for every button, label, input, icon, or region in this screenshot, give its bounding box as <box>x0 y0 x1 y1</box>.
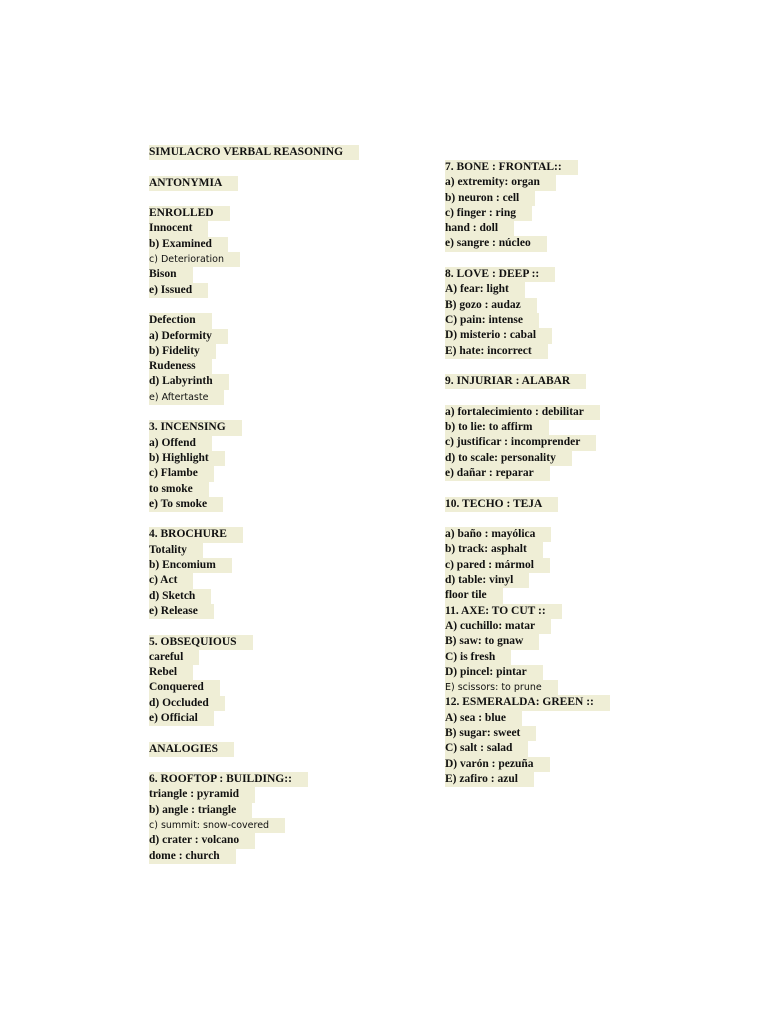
line-text: d) crater : volcano <box>149 833 255 848</box>
line-text: b) track: asphalt <box>445 542 543 557</box>
text-line <box>149 221 409 236</box>
line-text: e) dañar : reparar <box>445 466 550 481</box>
line-text: D) varón : pezuña <box>445 757 550 772</box>
text-line <box>149 604 409 619</box>
line-text: A) sea : blue <box>445 711 522 726</box>
line-text: c) justificar : incomprender <box>445 435 596 450</box>
text-line <box>149 711 409 726</box>
line-text: c) summit: snow-covered <box>149 818 285 833</box>
blank-line <box>445 252 705 267</box>
text-line <box>149 176 409 191</box>
text-line <box>149 818 409 833</box>
text-line <box>149 742 409 757</box>
line-text: E) zafiro : azul <box>445 772 534 787</box>
text-line <box>445 374 705 389</box>
text-line <box>149 527 409 542</box>
text-line <box>445 466 705 481</box>
line-text: c) pared : mármol <box>445 558 550 573</box>
line-text: 11. AXE: TO CUT :: <box>445 604 562 619</box>
line-text: E) hate: incorrect <box>445 344 548 359</box>
line-text: Conquered <box>149 680 220 695</box>
line-text: 12. ESMERALDA: GREEN :: <box>445 695 610 710</box>
line-text: e) Aftertaste <box>149 390 224 405</box>
text-line <box>149 420 409 435</box>
text-line <box>149 665 409 680</box>
text-line <box>149 543 409 558</box>
text-line <box>149 650 409 665</box>
line-text: c) Flambe <box>149 466 214 481</box>
text-line <box>445 221 705 236</box>
text-line <box>149 344 409 359</box>
line-text: to smoke <box>149 482 209 497</box>
text-line <box>445 604 705 619</box>
text-line <box>445 435 705 450</box>
text-line <box>445 588 705 603</box>
blank-line <box>149 619 409 634</box>
line-text: a) baño : mayólica <box>445 527 551 542</box>
text-line <box>445 160 705 175</box>
blank-line <box>149 512 409 527</box>
text-line <box>445 695 705 710</box>
text-line <box>445 680 705 695</box>
line-text: Bison <box>149 267 193 282</box>
line-text: C) is fresh <box>445 650 511 665</box>
text-line <box>445 757 705 772</box>
line-text: 10. TECHO : TEJA <box>445 497 558 512</box>
blank-line <box>445 481 705 496</box>
line-text: 6. ROOFTOP : BUILDING:: <box>149 772 308 787</box>
text-line <box>445 542 705 557</box>
blank-line <box>445 359 705 374</box>
line-text: SIMULACRO VERBAL REASONING <box>149 145 359 160</box>
text-line <box>149 313 409 328</box>
text-line <box>149 390 409 405</box>
line-text: C) pain: intense <box>445 313 539 328</box>
text-line <box>149 787 409 802</box>
text-line <box>445 298 705 313</box>
line-text: 4. BROCHURE <box>149 527 243 542</box>
line-text: c) finger : ring <box>445 206 532 221</box>
text-line <box>445 665 705 680</box>
text-line <box>149 833 409 848</box>
text-line <box>149 680 409 695</box>
text-line <box>149 206 409 221</box>
line-text: 7. BONE : FRONTAL:: <box>445 160 578 175</box>
text-line <box>445 711 705 726</box>
line-text: D) pincel: pintar <box>445 665 543 680</box>
text-line <box>445 650 705 665</box>
line-text: 3. INCENSING <box>149 420 242 435</box>
line-text: Innocent <box>149 221 208 236</box>
text-line <box>149 696 409 711</box>
line-text: floor tile <box>445 588 503 603</box>
line-text: d) Sketch <box>149 589 211 604</box>
line-text: e) To smoke <box>149 497 223 512</box>
blank-line <box>149 757 409 772</box>
line-text: ENROLLED <box>149 206 230 221</box>
text-line <box>149 558 409 573</box>
line-text: B) sugar: sweet <box>445 726 536 741</box>
text-line <box>149 451 409 466</box>
left-column <box>149 145 409 864</box>
line-text: a) Offend <box>149 436 212 451</box>
line-text: b) Examined <box>149 237 228 252</box>
line-text: A) fear: light <box>445 282 525 297</box>
text-line <box>445 497 705 512</box>
text-line <box>445 313 705 328</box>
text-line <box>445 206 705 221</box>
text-line <box>149 329 409 344</box>
line-text: e) Issued <box>149 283 208 298</box>
line-text: d) to scale: personality <box>445 451 572 466</box>
text-line <box>149 849 409 864</box>
line-text: ANTONYMIA <box>149 176 238 191</box>
line-text: b) Highlight <box>149 451 225 466</box>
blank-line <box>149 160 409 175</box>
text-line <box>149 803 409 818</box>
text-line <box>445 420 705 435</box>
text-line <box>149 374 409 389</box>
text-line <box>149 436 409 451</box>
line-text: hand : doll <box>445 221 514 236</box>
line-text: b) angle : triangle <box>149 803 252 818</box>
line-text: b) Fidelity <box>149 344 216 359</box>
blank-line <box>445 512 705 527</box>
text-line <box>445 726 705 741</box>
text-line <box>149 359 409 374</box>
text-line <box>149 573 409 588</box>
text-line <box>149 589 409 604</box>
line-text: c) Deterioration <box>149 252 240 267</box>
line-text: D) misterio : cabal <box>445 328 552 343</box>
text-line <box>445 634 705 649</box>
text-line <box>445 573 705 588</box>
text-line <box>445 451 705 466</box>
line-text: Rudeness <box>149 359 212 374</box>
text-line <box>149 237 409 252</box>
line-text: b) Encomium <box>149 558 232 573</box>
text-line <box>149 466 409 481</box>
text-line <box>445 328 705 343</box>
line-text: Defection <box>149 313 212 328</box>
line-text: careful <box>149 650 199 665</box>
text-line <box>149 252 409 267</box>
line-text: b) neuron : cell <box>445 191 535 206</box>
line-text: d) Occluded <box>149 696 225 711</box>
text-line <box>149 497 409 512</box>
line-text: e) Release <box>149 604 214 619</box>
text-line <box>445 191 705 206</box>
line-text: A) cuchillo: matar <box>445 619 551 634</box>
line-text: a) Deformity <box>149 329 228 344</box>
text-line <box>445 236 705 251</box>
line-text: a) extremity: organ <box>445 175 556 190</box>
line-text: ANALOGIES <box>149 742 234 757</box>
text-line <box>445 619 705 634</box>
blank-line <box>149 405 409 420</box>
text-line <box>445 772 705 787</box>
line-text: B) saw: to gnaw <box>445 634 539 649</box>
line-text: b) to lie: to affirm <box>445 420 549 435</box>
text-line <box>149 283 409 298</box>
right-column <box>445 160 705 787</box>
line-text: e) sangre : núcleo <box>445 236 547 251</box>
text-line <box>149 635 409 650</box>
line-text: C) salt : salad <box>445 741 528 756</box>
line-text: 9. INJURIAR : ALABAR <box>445 374 586 389</box>
line-text: Totality <box>149 543 203 558</box>
text-line <box>445 282 705 297</box>
text-line <box>149 145 409 160</box>
text-line <box>149 482 409 497</box>
line-text: 5. OBSEQUIOUS <box>149 635 253 650</box>
line-text: d) Labyrinth <box>149 374 229 389</box>
blank-line <box>149 726 409 741</box>
line-text: a) fortalecimiento : debilitar <box>445 405 600 420</box>
text-line <box>445 527 705 542</box>
blank-line <box>445 389 705 404</box>
line-text: triangle : pyramid <box>149 787 255 802</box>
line-text: dome : church <box>149 849 236 864</box>
text-line <box>445 267 705 282</box>
text-line <box>445 558 705 573</box>
text-line <box>149 267 409 282</box>
line-text: 8. LOVE : DEEP :: <box>445 267 555 282</box>
text-line <box>445 405 705 420</box>
line-text: Rebel <box>149 665 193 680</box>
line-text: E) scissors: to prune <box>445 680 558 695</box>
line-text: d) table: vinyl <box>445 573 529 588</box>
text-line <box>445 344 705 359</box>
text-line <box>149 772 409 787</box>
line-text: B) gozo : audaz <box>445 298 537 313</box>
blank-line <box>149 298 409 313</box>
line-text: c) Act <box>149 573 193 588</box>
text-line <box>445 175 705 190</box>
line-text: e) Official <box>149 711 214 726</box>
text-line <box>445 741 705 756</box>
blank-line <box>149 191 409 206</box>
